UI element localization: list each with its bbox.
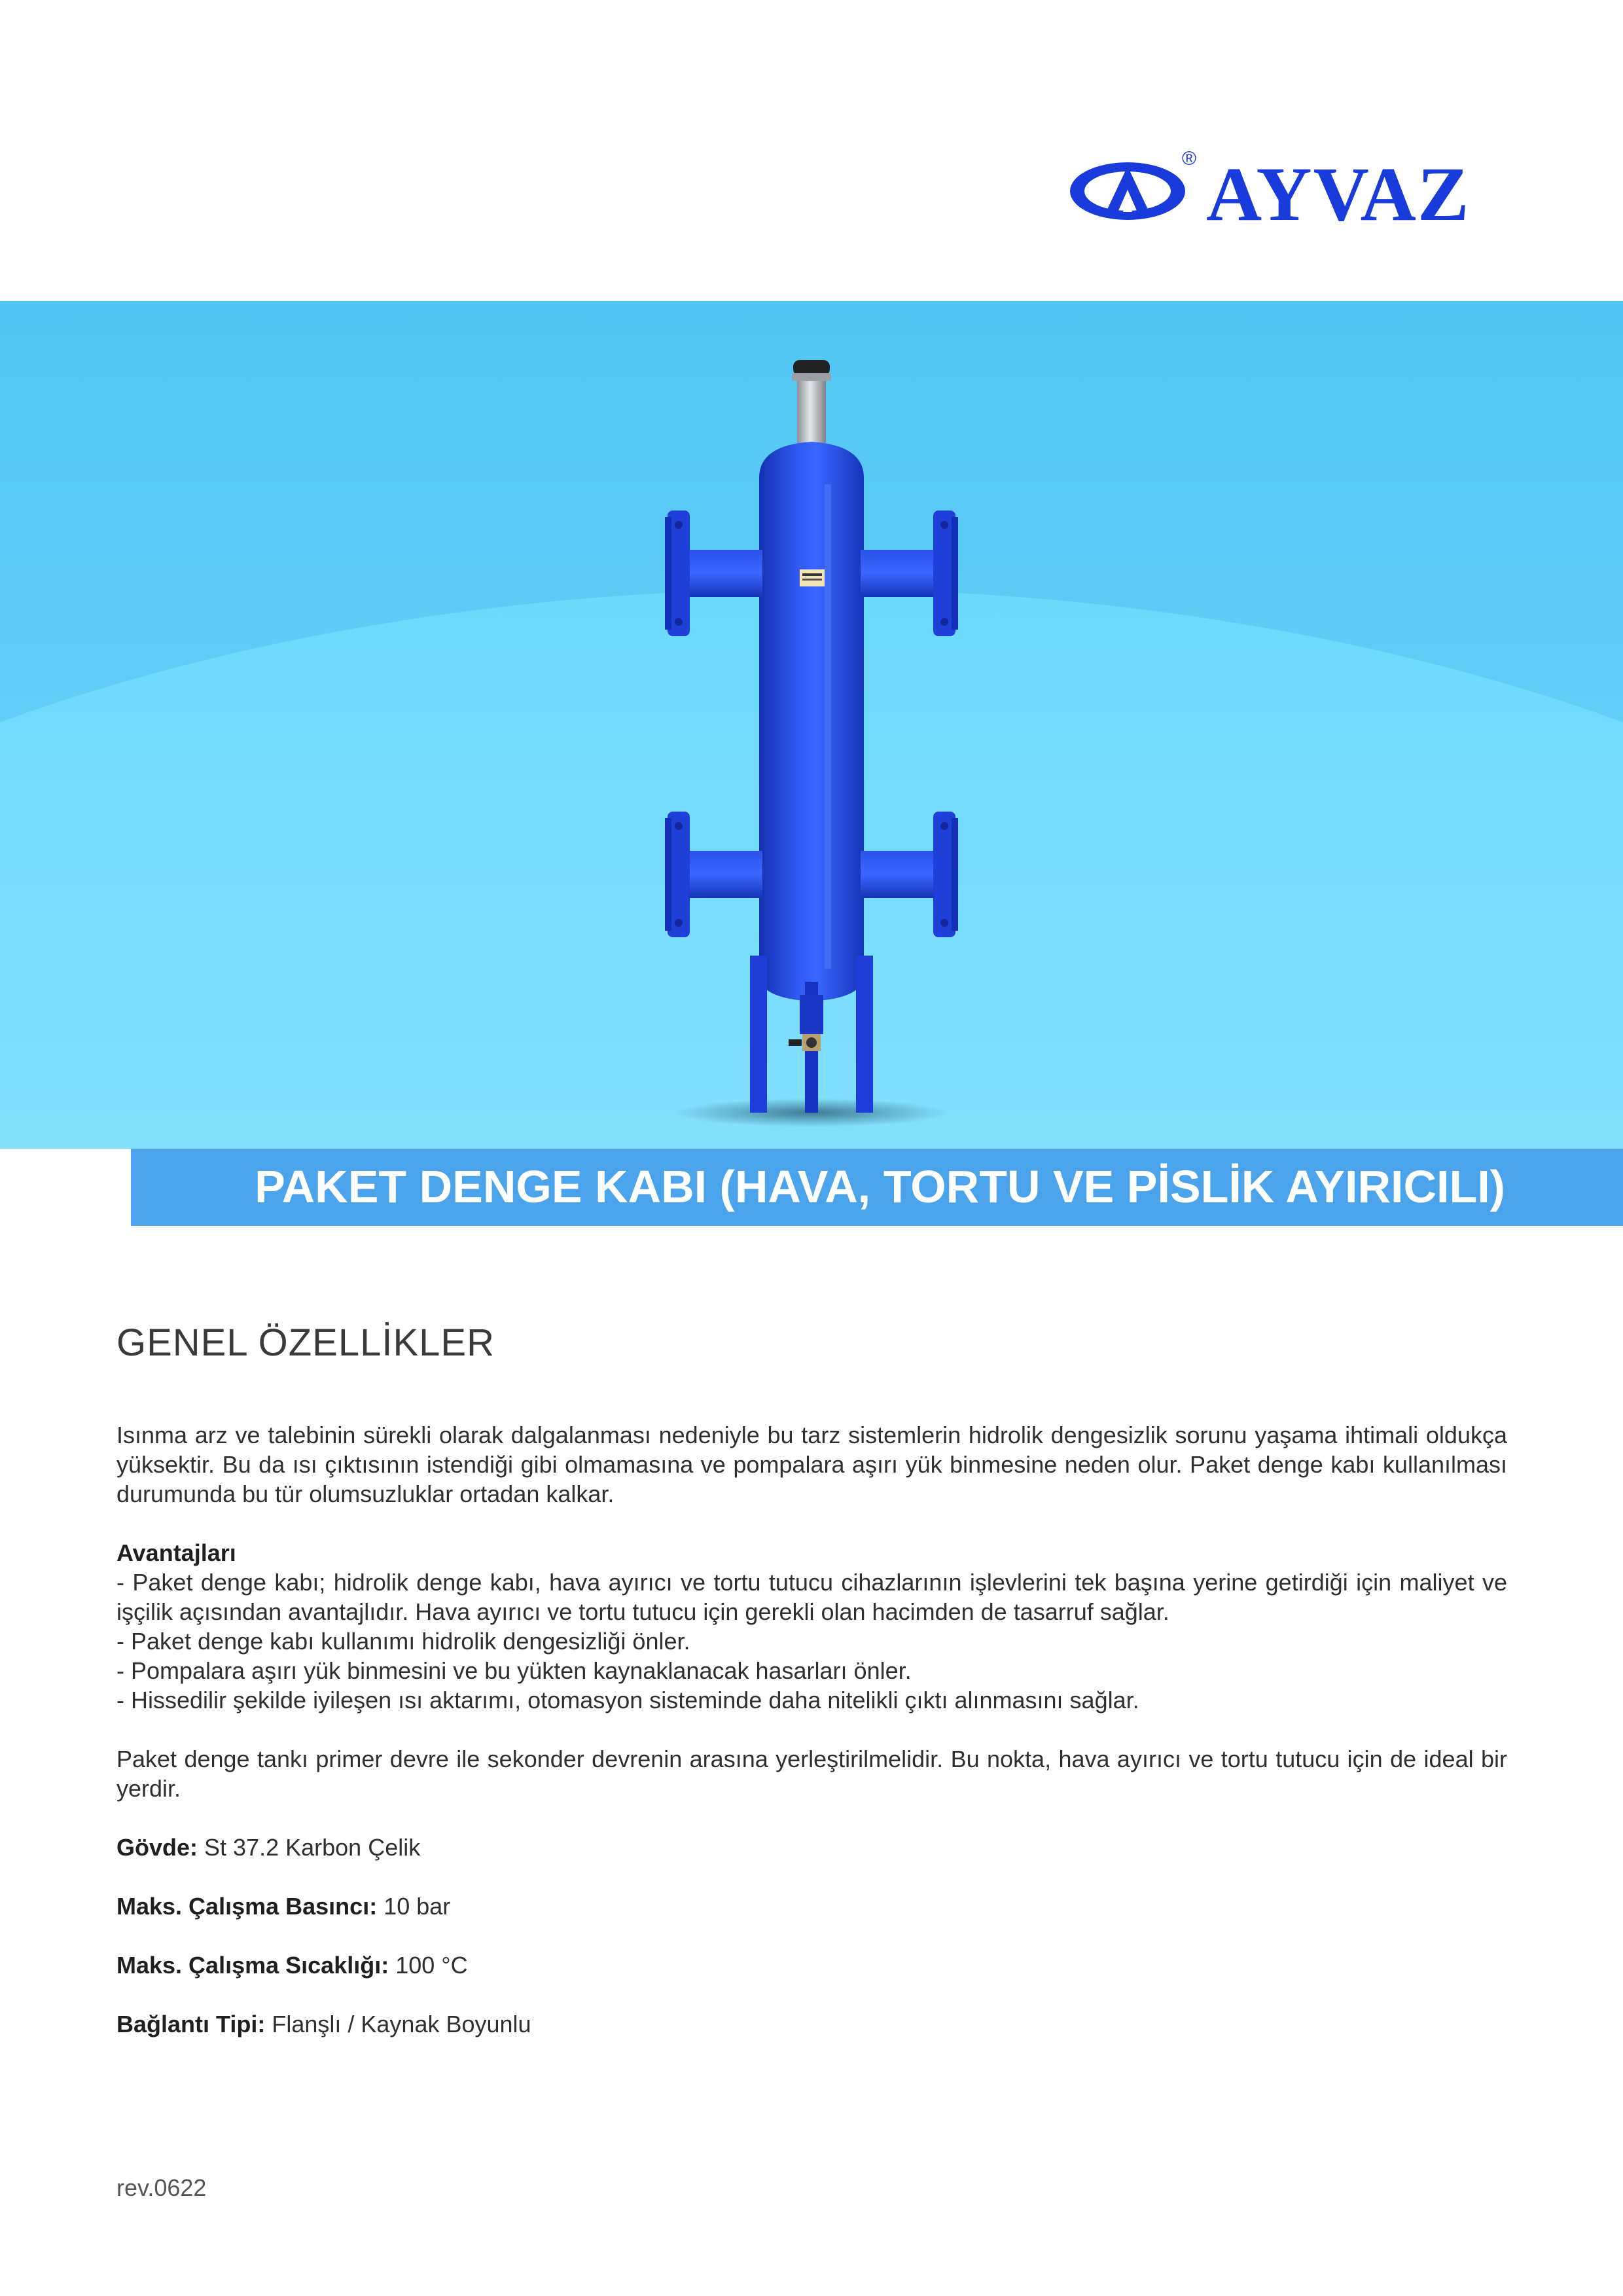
- advantages-title: Avantajları: [116, 1539, 236, 1566]
- spec-value: 100 °C: [389, 1952, 468, 1979]
- advantage-item: - Paket denge kabı; hidrolik denge kabı, hava ayırıcı ve tortu tutucu cihazlarının işlevlerini tek başına yerine getirdiği için maliyet ve işçilik açısından avantajlıdır. Hava ayırıcı ve tortu tutucu için gerekli olan hacimden de tasarruf sağlar.: [116, 1569, 1507, 1625]
- advantage-item: - Paket denge kabı kullanımı hidrolik dengesizliği önler.: [116, 1628, 690, 1655]
- spec-label: Bağlantı Tipi:: [116, 2011, 266, 2037]
- spec-label: Maks. Çalışma Basıncı:: [116, 1893, 378, 1920]
- hydraulic-separator-image: [628, 353, 995, 1139]
- advantage-item: - Hissedilir şekilde iyileşen ısı aktarımı, otomasyon sisteminde daha nitelikli çıktı alınmasını sağlar.: [116, 1687, 1139, 1713]
- placement-paragraph: Paket denge tankı primer devre ile sekonder devrenin arasına yerleştirilmelidir. Bu nokta, hava ayırıcı ve tortu tutucu için de ideal bir yerdir.: [116, 1746, 1507, 1802]
- ayvaz-logo: [1065, 148, 1510, 237]
- spec-pressure: [116, 1892, 1507, 1921]
- spec-value: Flanşlı / Kaynak Boyunlu: [265, 2011, 531, 2037]
- advantage-item: - Pompalara aşırı yük binmesini ve bu yükten kaynaklanacak hasarları önler.: [116, 1657, 912, 1684]
- title-banner: [131, 1149, 1623, 1226]
- spec-connection: [116, 2009, 1507, 2039]
- hero-image: [0, 301, 1623, 1149]
- spec-value: St 37.2 Karbon Çelik: [198, 1834, 421, 1861]
- spec-value: 10 bar: [377, 1893, 451, 1920]
- intro-paragraph: Isınma arz ve talebinin sürekli olarak dalgalanması nedeniyle bu tarz sistemlerin hidrolik dengesizlik sorunu yaşama ihtimali oldukça yüksektir. Bu da ısı çıktısının istendiği gibi olmamasına ve pompalara aşırı yük binmesine neden olur. Paket denge kabı kullanılması durumunda bu tür olumsuzluklar ortadan kalkar.: [116, 1422, 1507, 1507]
- spec-label: Gövde:: [116, 1834, 198, 1861]
- logo-wordmark: AYVAZ: [1206, 151, 1471, 237]
- section-heading: GENEL ÖZELLİKLER: [116, 1321, 495, 1364]
- spec-body: [116, 1833, 1507, 1862]
- product-description: [116, 1420, 1507, 2039]
- page-title: PAKET DENGE KABI (HAVA, TORTU VE PİSLİK AYIRICILI): [255, 1161, 1505, 1212]
- revision-code: rev.0622: [116, 2174, 207, 2201]
- registered-mark: ®: [1182, 148, 1197, 170]
- spec-label: Maks. Çalışma Sıcaklığı:: [116, 1952, 389, 1979]
- spec-temperature: [116, 1950, 1507, 1980]
